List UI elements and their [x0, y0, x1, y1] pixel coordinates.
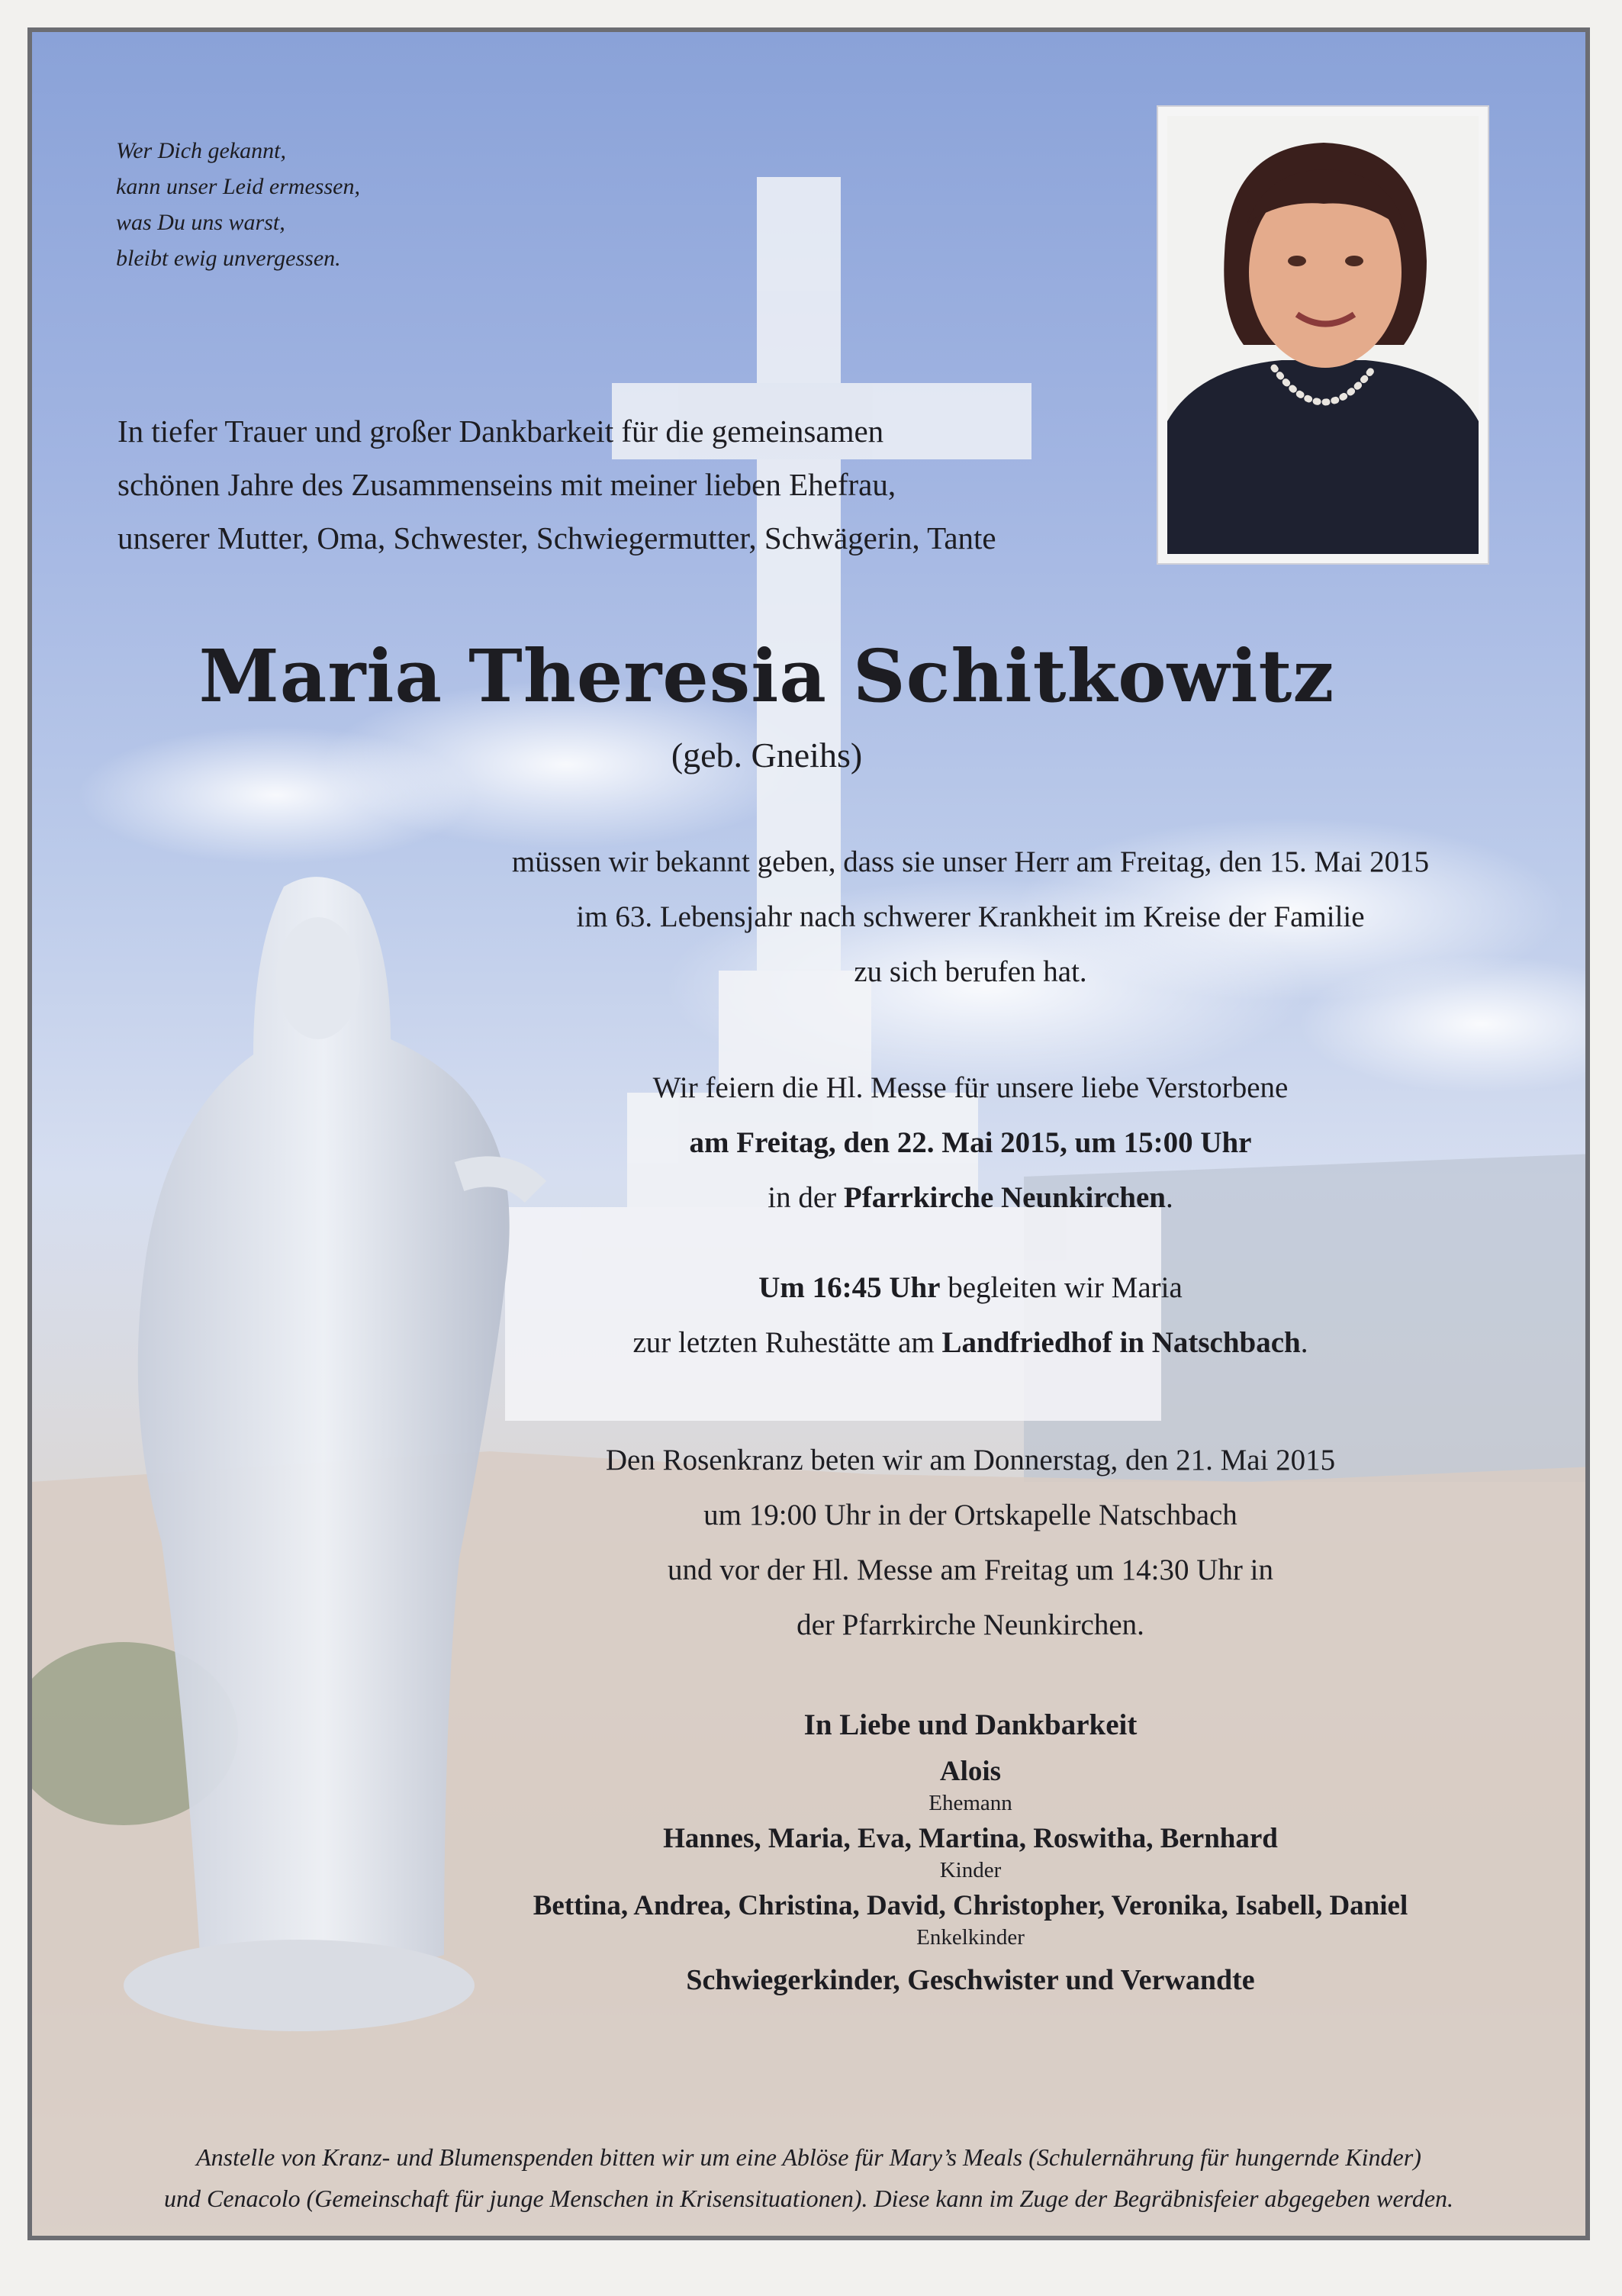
other-relatives: Schwiegerkinder, Geschwister und Verwandte — [686, 1964, 1255, 1996]
rosary-line: der Pfarrkirche Neunkirchen. — [797, 1608, 1144, 1641]
family-names: Bettina, Andrea, Christina, David, Christopher, Veronika, Isabell, Daniel — [533, 1890, 1408, 1921]
rosary-details — [429, 1433, 1512, 1653]
family-role: Ehemann — [928, 1791, 1012, 1815]
intro-line: unserer Mutter, Oma, Schwester, Schwiegermutter, Schwägerin, Tante — [117, 520, 996, 555]
family-names: Alois — [939, 1756, 1002, 1787]
family-names: Hannes, Maria, Eva, Martina, Roswitha, Bernhard — [663, 1823, 1278, 1854]
footer-line: und Cenacolo (Gemeinschaft für junge Menschen in Krisensituationen). Diese kann im Zuge der Begräbnisfeier abgegeben werden. — [163, 2185, 1454, 2212]
poem-line: was Du uns warst, — [116, 210, 285, 235]
rosary-line: Den Rosenkranz beten wir am Donnerstag, den 21. Mai 2015 — [605, 1444, 1336, 1476]
announcement-line: zu sich berufen hat. — [854, 955, 1087, 988]
portrait-illustration — [1167, 116, 1479, 554]
family-role: Kinder — [939, 1858, 1002, 1882]
memorial-poem — [116, 133, 574, 276]
obituary-content — [32, 32, 1585, 2236]
death-announcement — [429, 835, 1512, 1000]
deceased-name: Maria Theresia Schitkowitz — [198, 634, 1335, 719]
burial-cemetery: Landfriedhof in Natschbach — [941, 1326, 1301, 1359]
obituary-frame — [27, 27, 1590, 2240]
portrait-photo — [1158, 107, 1488, 563]
intro-text — [117, 404, 1186, 565]
poem-line: bleibt ewig unvergessen. — [116, 246, 341, 271]
family-role: Enkelkinder — [916, 1925, 1025, 1950]
burial-details — [429, 1261, 1512, 1370]
family-heading: In Liebe und Dankbarkeit — [803, 1708, 1138, 1741]
announcement-line: im 63. Lebensjahr nach schwerer Krankheit im Kreise der Familie — [576, 900, 1365, 933]
intro-line: In tiefer Trauer und großer Dankbarkeit für die gemeinsamen — [117, 414, 884, 449]
mass-details — [429, 1061, 1512, 1225]
footer-line: Anstelle von Kranz- und Blumenspenden bitten wir um eine Ablöse für Mary’s Meals (Schulernährung für hungernde Kinder) — [196, 2143, 1421, 2171]
poem-line: kann unser Leid ermessen, — [116, 174, 360, 199]
intro-line: schönen Jahre des Zusammenseins mit meiner lieben Ehefrau, — [117, 467, 896, 502]
announcement-line: müssen wir bekannt geben, dass sie unser Herr am Freitag, den 15. Mai 2015 — [511, 845, 1430, 878]
family-mourners — [352, 1703, 1588, 2001]
burial-time: Um 16:45 Uhr — [758, 1271, 941, 1304]
birth-name: (geb. Gneihs) — [671, 736, 863, 774]
mass-date: am Freitag, den 22. Mai 2015, um 15:00 Uhr — [689, 1126, 1252, 1159]
donation-note — [32, 2137, 1585, 2219]
mass-place-prefix: in der — [768, 1181, 844, 1214]
rosary-line: und vor der Hl. Messe am Freitag um 14:30 Uhr in — [668, 1554, 1273, 1586]
poem-line: Wer Dich gekannt, — [116, 138, 287, 163]
burial-place-prefix: zur letzten Ruhestätte am — [632, 1326, 942, 1359]
burial-text: begleiten wir Maria — [940, 1271, 1183, 1304]
mass-line: Wir feiern die Hl. Messe für unsere liebe Verstorbene — [652, 1071, 1289, 1104]
mass-place-suffix: . — [1166, 1181, 1173, 1214]
burial-place-suffix: . — [1300, 1326, 1308, 1359]
mass-church: Pfarrkirche Neunkirchen — [843, 1181, 1166, 1214]
rosary-line: um 19:00 Uhr in der Ortskapelle Natschbach — [703, 1499, 1237, 1531]
